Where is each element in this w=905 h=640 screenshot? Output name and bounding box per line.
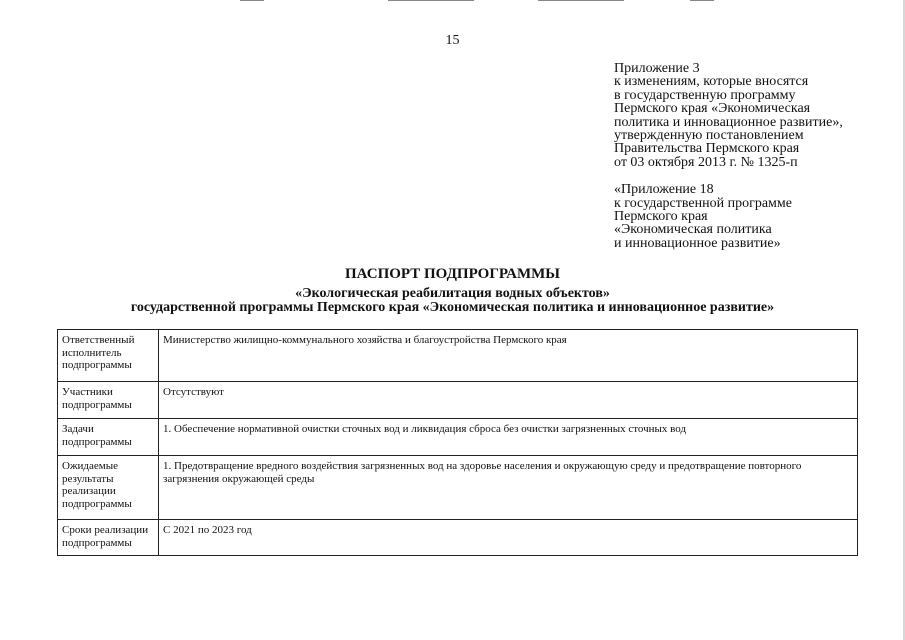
row-label: Участники подпрограммы <box>58 382 159 419</box>
table-row <box>58 419 858 456</box>
appendix-ref-line: к государственной программе <box>614 195 792 211</box>
document-title: ПАСПОРТ ПОДПРОГРАММЫ <box>344 266 560 282</box>
header-rule-1 <box>240 0 264 1</box>
header-rule-2 <box>388 0 474 1</box>
table-row <box>58 330 858 382</box>
row-value: 1. Обеспечение нормативной очистки сточных вод и ликвидация сброса без очистки загрязненных сточных вод <box>159 419 858 456</box>
appendix-note-line: в государственную программу <box>614 87 796 103</box>
row-value: С 2021 по 2023 год <box>159 520 858 556</box>
appendix-spacer <box>614 169 894 183</box>
row-label: Ответственный исполнитель подпрограммы <box>58 330 159 382</box>
header-rule-3 <box>538 0 624 1</box>
table-row <box>58 456 858 520</box>
row-label: Сроки реализации подпрограммы <box>58 520 159 556</box>
passport-table <box>57 329 858 556</box>
appendix-note-line: к изменениям, которые вносятся <box>614 74 809 90</box>
appendix-note-line: Пермского края «Экономическая <box>614 101 811 117</box>
subtitle-line-2: государственной программы Пермского края «Экономическая политика и инновационное развитие» <box>130 300 775 315</box>
appendix-ref-line: Пермского края <box>614 209 708 225</box>
appendix-ref-line: «Экономическая политика <box>614 222 772 238</box>
page-number: 15 <box>445 33 460 48</box>
table-row <box>58 520 858 556</box>
header-rule-4 <box>690 0 714 1</box>
appendix-note-line: утвержденную постановлением <box>614 128 804 144</box>
appendix-note-line: политика и инновационное развитие», <box>614 114 843 130</box>
row-value: Министерство жилищно-коммунального хозяйства и благоустройства Пермского края <box>159 330 858 382</box>
appendix-note-line: Правительства Пермского края <box>614 141 800 157</box>
document-subtitle <box>0 287 905 315</box>
table-row <box>58 382 858 419</box>
row-label: Ожидаемые результаты реализации подпрограммы <box>58 456 159 520</box>
appendix-ref-line: «Приложение 18 <box>614 182 714 198</box>
row-label: Задачи подпрограммы <box>58 419 159 456</box>
appendix-block <box>614 62 894 250</box>
appendix-ref-line: и инновационное развитие» <box>614 235 781 251</box>
row-value: Отсутствуют <box>159 382 858 419</box>
row-value: 1. Предотвращение вредного воздействия загрязненных вод на здоровье населения и окружающую среду и предотвращение повторного загрязнения окружающей среды <box>159 456 858 520</box>
appendix-note-line: от 03 октября 2013 г. № 1325-п <box>614 154 798 170</box>
appendix-note-line: Приложение 3 <box>614 61 700 76</box>
subtitle-line-1: «Экологическая реабилитация водных объектов» <box>295 286 610 301</box>
